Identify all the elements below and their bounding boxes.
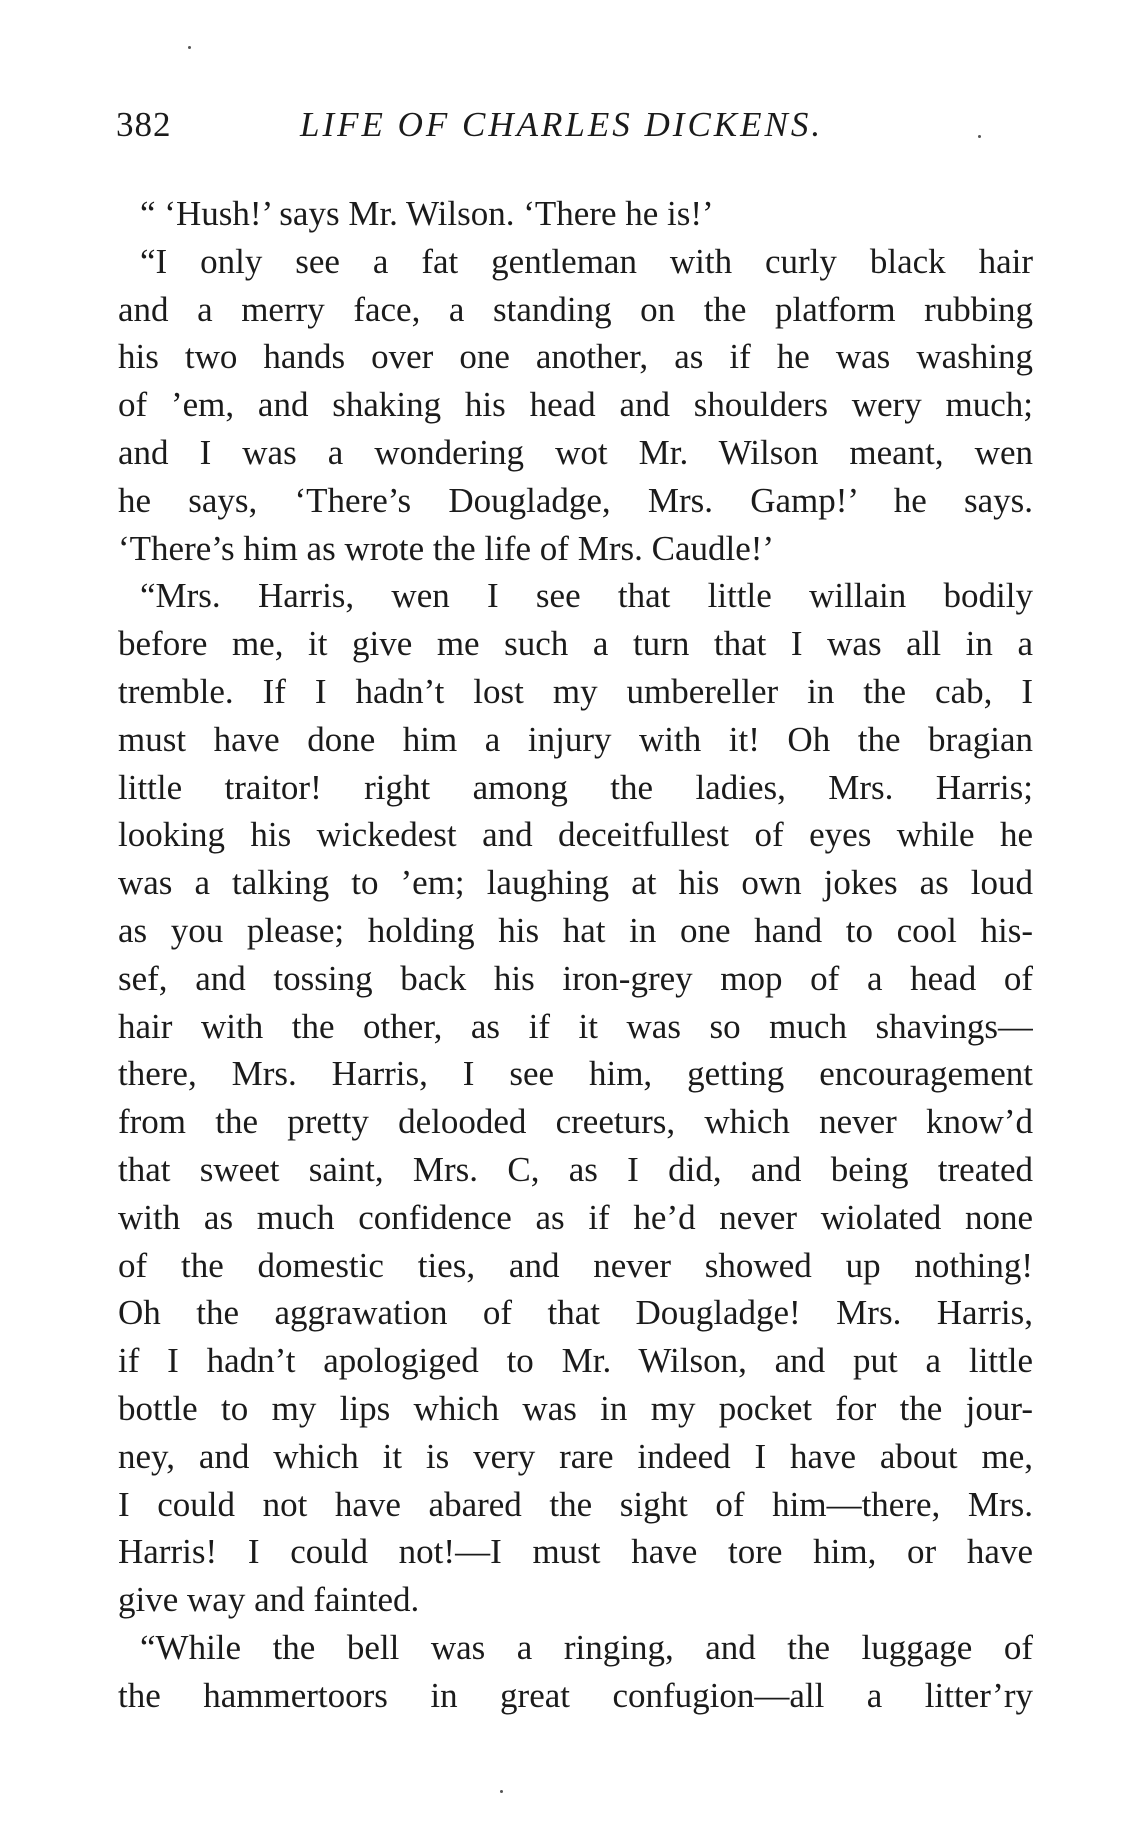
text-line: ‘There’s him as wrote the life of Mrs. Caudle!’ (118, 528, 775, 568)
text-line: Harris! I could not!—I must have tore him, or have (118, 1532, 1033, 1572)
text-line: was a talking to ’em; laughing at his own jokes as loud (118, 863, 1033, 903)
text-line: and I was a wondering wot Mr. Wilson meant, wen (118, 432, 1033, 472)
print-speck (188, 46, 191, 49)
text-line: I could not have abared the sight of him—there, Mrs. (118, 1484, 1033, 1524)
print-speck (500, 1790, 503, 1793)
text-line: tremble. If I hadn’t lost my umbereller in the cab, I (118, 671, 1033, 711)
text-line: hair with the other, as if it was so much shavings— (118, 1006, 1033, 1046)
text-line: that sweet saint, Mrs. C, as I did, and being treated (118, 1149, 1033, 1189)
text-line: from the pretty delooded creeturs, which never know’d (118, 1102, 1033, 1142)
text-line: bottle to my lips which was in my pocket for the jour- (118, 1388, 1033, 1428)
print-speck (978, 135, 981, 138)
text-line: “ ‘Hush!’ says Mr. Wilson. ‘There he is!’ (140, 194, 714, 233)
text-line: if I hadn’t apologiged to Mr. Wilson, and put a little (118, 1341, 1033, 1381)
text-line: must have done him a injury with it! Oh the bragian (118, 719, 1033, 759)
text-line: “Mrs. Harris, wen I see that little willain bodily (140, 576, 1033, 616)
text-line: there, Mrs. Harris, I see him, getting encouragement (118, 1054, 1033, 1094)
text-line: and a merry face, a standing on the platform rubbing (118, 289, 1033, 329)
page-number: 382 (116, 105, 172, 144)
text-line: “While the bell was a ringing, and the luggage of (140, 1627, 1033, 1667)
text-line: Oh the aggrawation of that Dougladge! Mrs. Harris, (118, 1293, 1033, 1333)
text-line: with as much confidence as if he’d never wiolated none (118, 1197, 1033, 1237)
text-line: of the domestic ties, and never showed up nothing! (118, 1245, 1033, 1285)
text-line: looking his wickedest and deceitfullest of eyes while he (118, 815, 1033, 855)
text-line: he says, ‘There’s Dougladge, Mrs. Gamp!’ he says. (118, 480, 1033, 520)
text-line: little traitor! right among the ladies, Mrs. Harris; (118, 767, 1033, 807)
text-line: as you please; holding his hat in one hand to cool his- (118, 910, 1033, 950)
text-line: give way and fainted. (118, 1580, 420, 1620)
text-line: before me, it give me such a turn that I was all in a (118, 624, 1033, 664)
text-line: the hammertoors in great confugion—all a litter’ry (118, 1675, 1033, 1715)
body-text (118, 190, 1033, 1720)
text-line: “I only see a fat gentleman with curly black hair (140, 241, 1033, 281)
text-line: his two hands over one another, as if he was washing (118, 337, 1033, 377)
text-line: of ’em, and shaking his head and shoulders wery much; (118, 385, 1033, 425)
text-line: sef, and tossing back his iron-grey mop of a head of (118, 958, 1033, 998)
running-head: LIFE OF CHARLES DICKENS. (300, 105, 824, 144)
text-line: ney, and which it is very rare indeed I have about me, (118, 1436, 1033, 1476)
